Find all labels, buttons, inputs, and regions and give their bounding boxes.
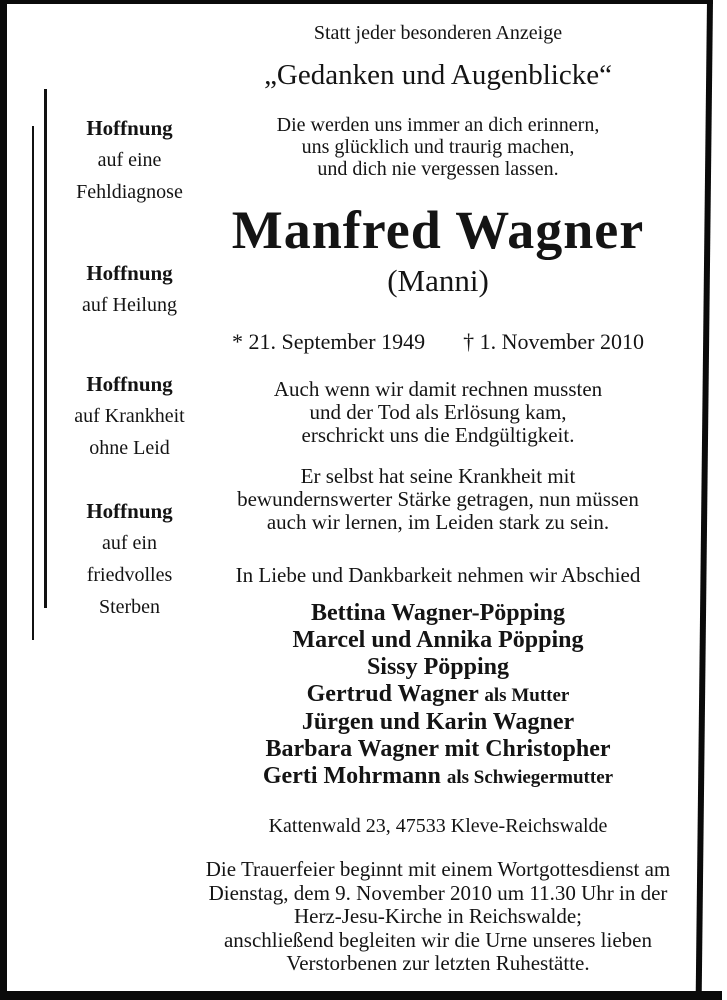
hope-sidebar — [52, 112, 207, 623]
paragraph-strength — [188, 465, 688, 534]
paragraph-line: Auch wenn wir damit rechnen mussten — [273, 377, 603, 401]
mourner-row — [188, 736, 688, 763]
hope-line: auf eine — [97, 149, 162, 171]
funeral-line: Verstorbenen zur letzten Ruhestätte. — [286, 951, 590, 975]
hope-title: Hoffnung — [86, 499, 173, 523]
sidebar-rule-outer — [32, 126, 34, 640]
paragraph-line: erschrickt uns die Endgültigkeit. — [301, 423, 575, 447]
hope-line: ohne Leid — [89, 437, 170, 459]
hope-group — [52, 112, 207, 208]
hope-title: Hoffnung — [86, 116, 173, 140]
scan-frame-right — [696, 0, 713, 996]
scan-frame-bottom — [0, 991, 722, 1000]
paragraph-line: Er selbst hat seine Krankheit mit — [300, 464, 576, 488]
mourner-name: Marcel und Annika Pöpping — [292, 627, 584, 653]
mourner-row — [188, 654, 688, 681]
mourner-name: Gerti Mohrmann — [262, 763, 441, 789]
paragraph-acceptance — [188, 378, 688, 447]
mourner-suffix: als Mutter — [484, 685, 570, 706]
deceased-nickname: (Manni) — [387, 263, 489, 298]
mourner-name: Bettina Wagner-Pöpping — [310, 600, 566, 626]
hope-title: Hoffnung — [86, 261, 173, 285]
funeral-line: Herz-Jesu-Kirche in Reichswalde; — [293, 904, 583, 928]
paragraph-line: bewundernswerter Stärke getragen, nun müssen — [237, 487, 639, 511]
hope-line: auf Heilung — [82, 294, 177, 316]
address-line: Kattenwald 23, 47533 Kleve-Reichswalde — [268, 815, 608, 837]
hope-group — [52, 495, 207, 623]
intro-line: und dich nie vergessen lassen. — [317, 158, 559, 180]
deceased-name: Manfred Wagner — [231, 200, 645, 260]
funeral-line: anschließend begleiten wir die Urne unseres lieben — [223, 927, 652, 952]
mourner-name: Barbara Wagner mit Christopher — [265, 736, 611, 762]
hope-line: friedvolles — [86, 564, 173, 586]
mourners-list — [188, 600, 688, 791]
hope-group — [52, 368, 207, 464]
mourner-name: Sissy Pöpping — [366, 654, 510, 680]
life-dates — [188, 330, 688, 354]
mourner-row — [188, 709, 688, 736]
hope-line: auf Krankheit — [74, 405, 185, 427]
intro-verse — [188, 114, 688, 180]
hope-line: auf ein — [102, 532, 157, 554]
mourner-suffix: als Schwiegermutter — [446, 767, 614, 788]
hope-line: Sterben — [98, 596, 161, 618]
mourner-row — [188, 681, 688, 709]
funeral-notice — [188, 858, 688, 976]
funeral-line: Dienstag, dem 9. November 2010 um 11.30 Uhr in der — [208, 880, 668, 905]
hope-group — [52, 257, 207, 321]
sidebar-rule-inner — [44, 89, 47, 608]
hope-title: Hoffnung — [86, 372, 173, 396]
funeral-line: Die Trauerfeier beginnt mit einem Wortgottesdienst am — [205, 857, 671, 881]
mourner-name: Gertrud Wagner — [306, 681, 479, 707]
death-date: † 1. November 2010 — [463, 329, 644, 354]
paragraph-line: und der Tod als Erlösung kam, — [309, 400, 567, 424]
intro-line: uns glücklich und traurig machen, — [301, 136, 575, 158]
top-note: Statt jeder besonderen Anzeige — [313, 22, 563, 44]
mourner-row — [188, 627, 688, 654]
mourner-row — [188, 763, 688, 791]
scan-frame-left — [0, 0, 7, 996]
paragraph-line: auch wir lernen, im Leiden stark zu sein. — [266, 510, 610, 534]
mourner-name: Jürgen und Karin Wagner — [301, 709, 575, 735]
intro-line: Die werden uns immer an dich erinnern, — [276, 114, 600, 136]
farewell-line: In Liebe und Dankbarkeit nehmen wir Abschied — [235, 563, 641, 587]
obituary-content — [188, 0, 688, 976]
mourner-row — [188, 600, 688, 627]
birth-date: * 21. September 1949 — [232, 329, 426, 354]
quote-title: „Gedanken und Augenblicke“ — [264, 59, 612, 91]
hope-line: Fehldiagnose — [76, 181, 183, 203]
